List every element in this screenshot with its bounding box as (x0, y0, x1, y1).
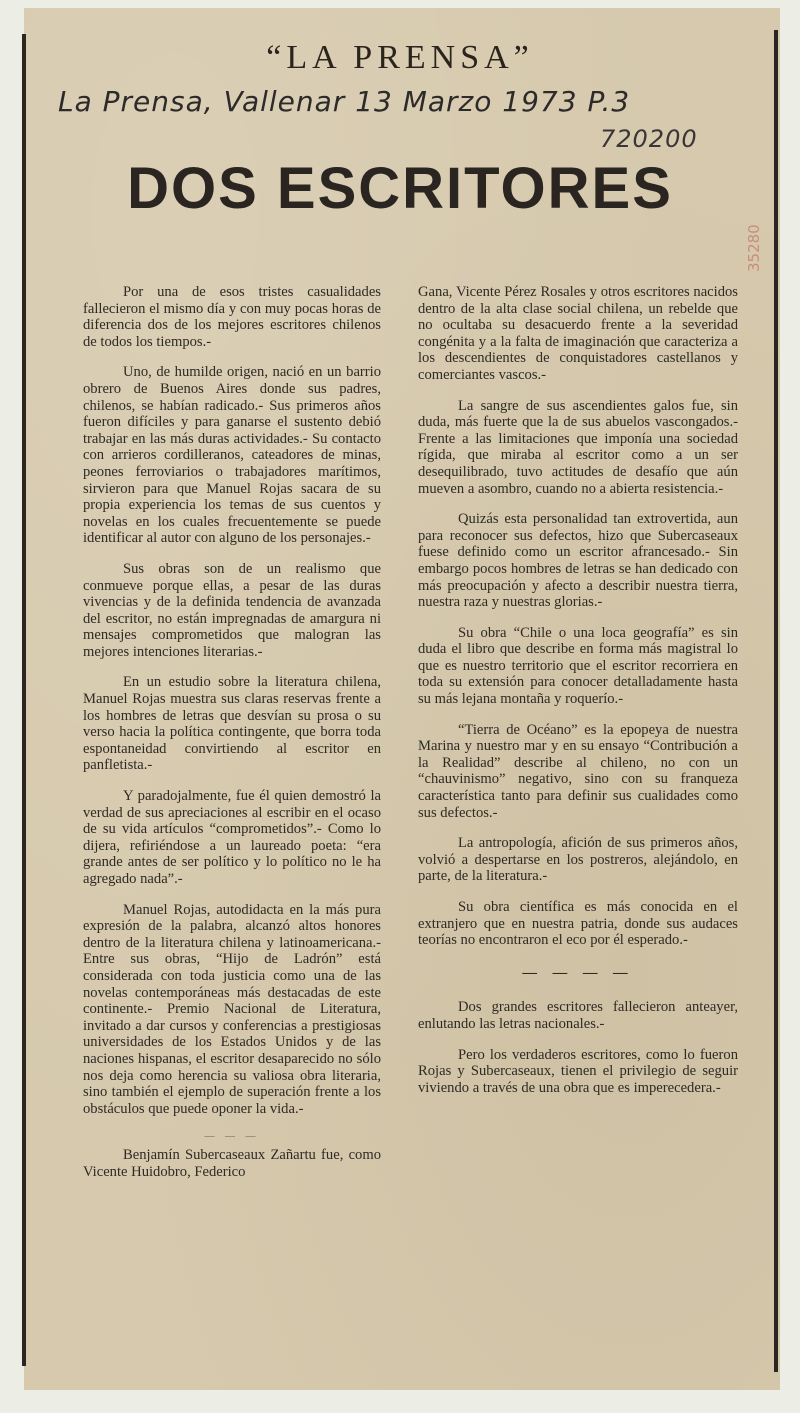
paragraph: Por una de esos tristes casualidades fallecieron el mismo día y con muy pocas horas de diferencia dos de los mejores escritores chilenos de todos los tiempos.- (83, 284, 381, 350)
article-column-left (83, 284, 381, 1195)
paragraph-continued: Gana, Vicente Pérez Rosales y otros escritores nacidos dentro de la alta clase social chilena, un rebelde que no ocultaba su desacuerdo frente a la severidad congénita y a la falta de imaginación que caracteriza a los descendientes de conquistadores castellanos y comerciantes vascos.- (418, 284, 738, 383)
paragraph: Sus obras son de un realismo que conmueve porque ellas, a pesar de las duras vivencias y de la definida tendencia de avanzada del escritor, no están impregnadas de amargura ni mensajes comprometidos que malogran las mejores intenciones literarias.- (83, 560, 381, 660)
handwritten-catalog-number: 720200 (600, 125, 698, 153)
right-border-rule (774, 30, 778, 1372)
paragraph: Pero los verdaderos escritores, como lo fueron Rojas y Subercaseaux, tienen el privilegio de seguir viviendo a través de una obra que es imperecedera.- (418, 1046, 738, 1096)
archive-stamp-number: 35280 (745, 224, 763, 272)
article-column-right (418, 284, 738, 1110)
paragraph: La sangre de sus ascendientes galos fue, sin duda, más fuerte que la de sus abuelos vascongados.- Frente a las limitaciones que imponía una sociedad rígida, que miraba al escritor como a un ser desequilibrado, tuvo actitudes de desafío que aún mueven a asombro, cuando no a abierta resistencia.- (418, 397, 738, 497)
article-headline: DOS ESCRITORES (127, 156, 673, 221)
paragraph: Manuel Rojas, autodidacta en la más pura expresión de la palabra, alcanzó altos honores dentro de la literatura chilena y latinoamericana.- Entre sus obras, “Hijo de Ladrón” está considerada con toda justicia como una de las novelas contemporáneas más destacadas de este continente.- Premio Nacional de Literatura, invitado a dar cursos y conferencias a prestigiosas universidades de los Estados Unidos y de las naciones hispanas, el escritor desaparecido no sólo nos deja como herencia su valiosa obra literaria, sino también el ejemplo de superación frente a los obstáculos que puede oponer la vida.- (83, 901, 381, 1117)
paragraph: Su obra científica es más conocida en el extranjero que en nuestra patria, donde sus audaces teorías no encontraron el eco por él esperado.- (418, 899, 738, 949)
paragraph: La antropología, afición de sus primeros años, volvió a despertarse en los postreros, alejándolo, en parte, de la literatura.- (418, 835, 738, 885)
section-divider: — — — — (522, 964, 634, 981)
paragraph: Benjamín Subercaseaux Zañartu fue, como Vicente Huidobro, Federico (83, 1147, 381, 1180)
paragraph: Dos grandes escritores fallecieron anteayer, enlutando las letras nacionales.- (418, 999, 738, 1032)
handwritten-source-note: La Prensa, Vallenar 13 Marzo 1973 P.3 (58, 85, 631, 118)
small-divider: — — — (204, 1131, 260, 1143)
paragraph: Quizás esta personalidad tan extrovertida, aun para reconocer sus defectos, hizo que Subercaseaux fuese definido como un escritor afrancesado.- Sin embargo pocos hombres de letras se han dedicado con más preocupación y afecto a describir nuestra tierra, nuestra raza y nuestras glorias.- (418, 511, 738, 611)
paragraph: “Tierra de Océano” es la epopeya de nuestra Marina y nuestro mar y en su ensayo “Contribución a la Realidad” describe al chileno, no con un “chauvinismo” negativo, sino con su franqueza característica tanto para definir sus cualidades como sus defectos.- (418, 721, 738, 821)
paragraph: Y paradojalmente, fue él quien demostró la verdad de sus apreciaciones al escribir en el ocaso de su vida artículos “comprometidos”.- Como lo dijera, refiriéndose a un laureado poeta: “era grande antes de ser político y lo político no le ha agregado nada”.- (83, 788, 381, 887)
paragraph: Su obra “Chile o una loca geografía” es sin duda el libro que describe en forma más magistral lo que es nuestro territorio que el escritor recorriera en toda su extensión para conocer detalladamente hasta su más lejana montaña y roquerío.- (418, 624, 738, 708)
paragraph: Uno, de humilde origen, nació en un barrio obrero de Buenos Aires donde sus padres, chilenos, se habían radicado.- Sus primeros años fueron difíciles y para ganarse el sustento debió trabajar en las más duras actividades.- Su contacto con arrieros cordilleranos, cateadores de minas, peones ferroviarios o trabajadores marítimos, sirvieron para que Manuel Rojas sacara de su propia experiencia los temas de sus cuentos y novelas en los cuales frecuentemente se puede identificar al autor con alguno de los personajes.- (83, 364, 381, 547)
left-border-rule (22, 34, 26, 1366)
paragraph: En un estudio sobre la literatura chilena, Manuel Rojas muestra sus claras reservas frente a los hombres de letras que desvían su prosa o su verso hacia la política contingente, que borra toda espontaneidad convirtiendo al escritor en panfletista.- (83, 674, 381, 774)
newspaper-masthead: “LA PRENSA” (266, 39, 534, 76)
